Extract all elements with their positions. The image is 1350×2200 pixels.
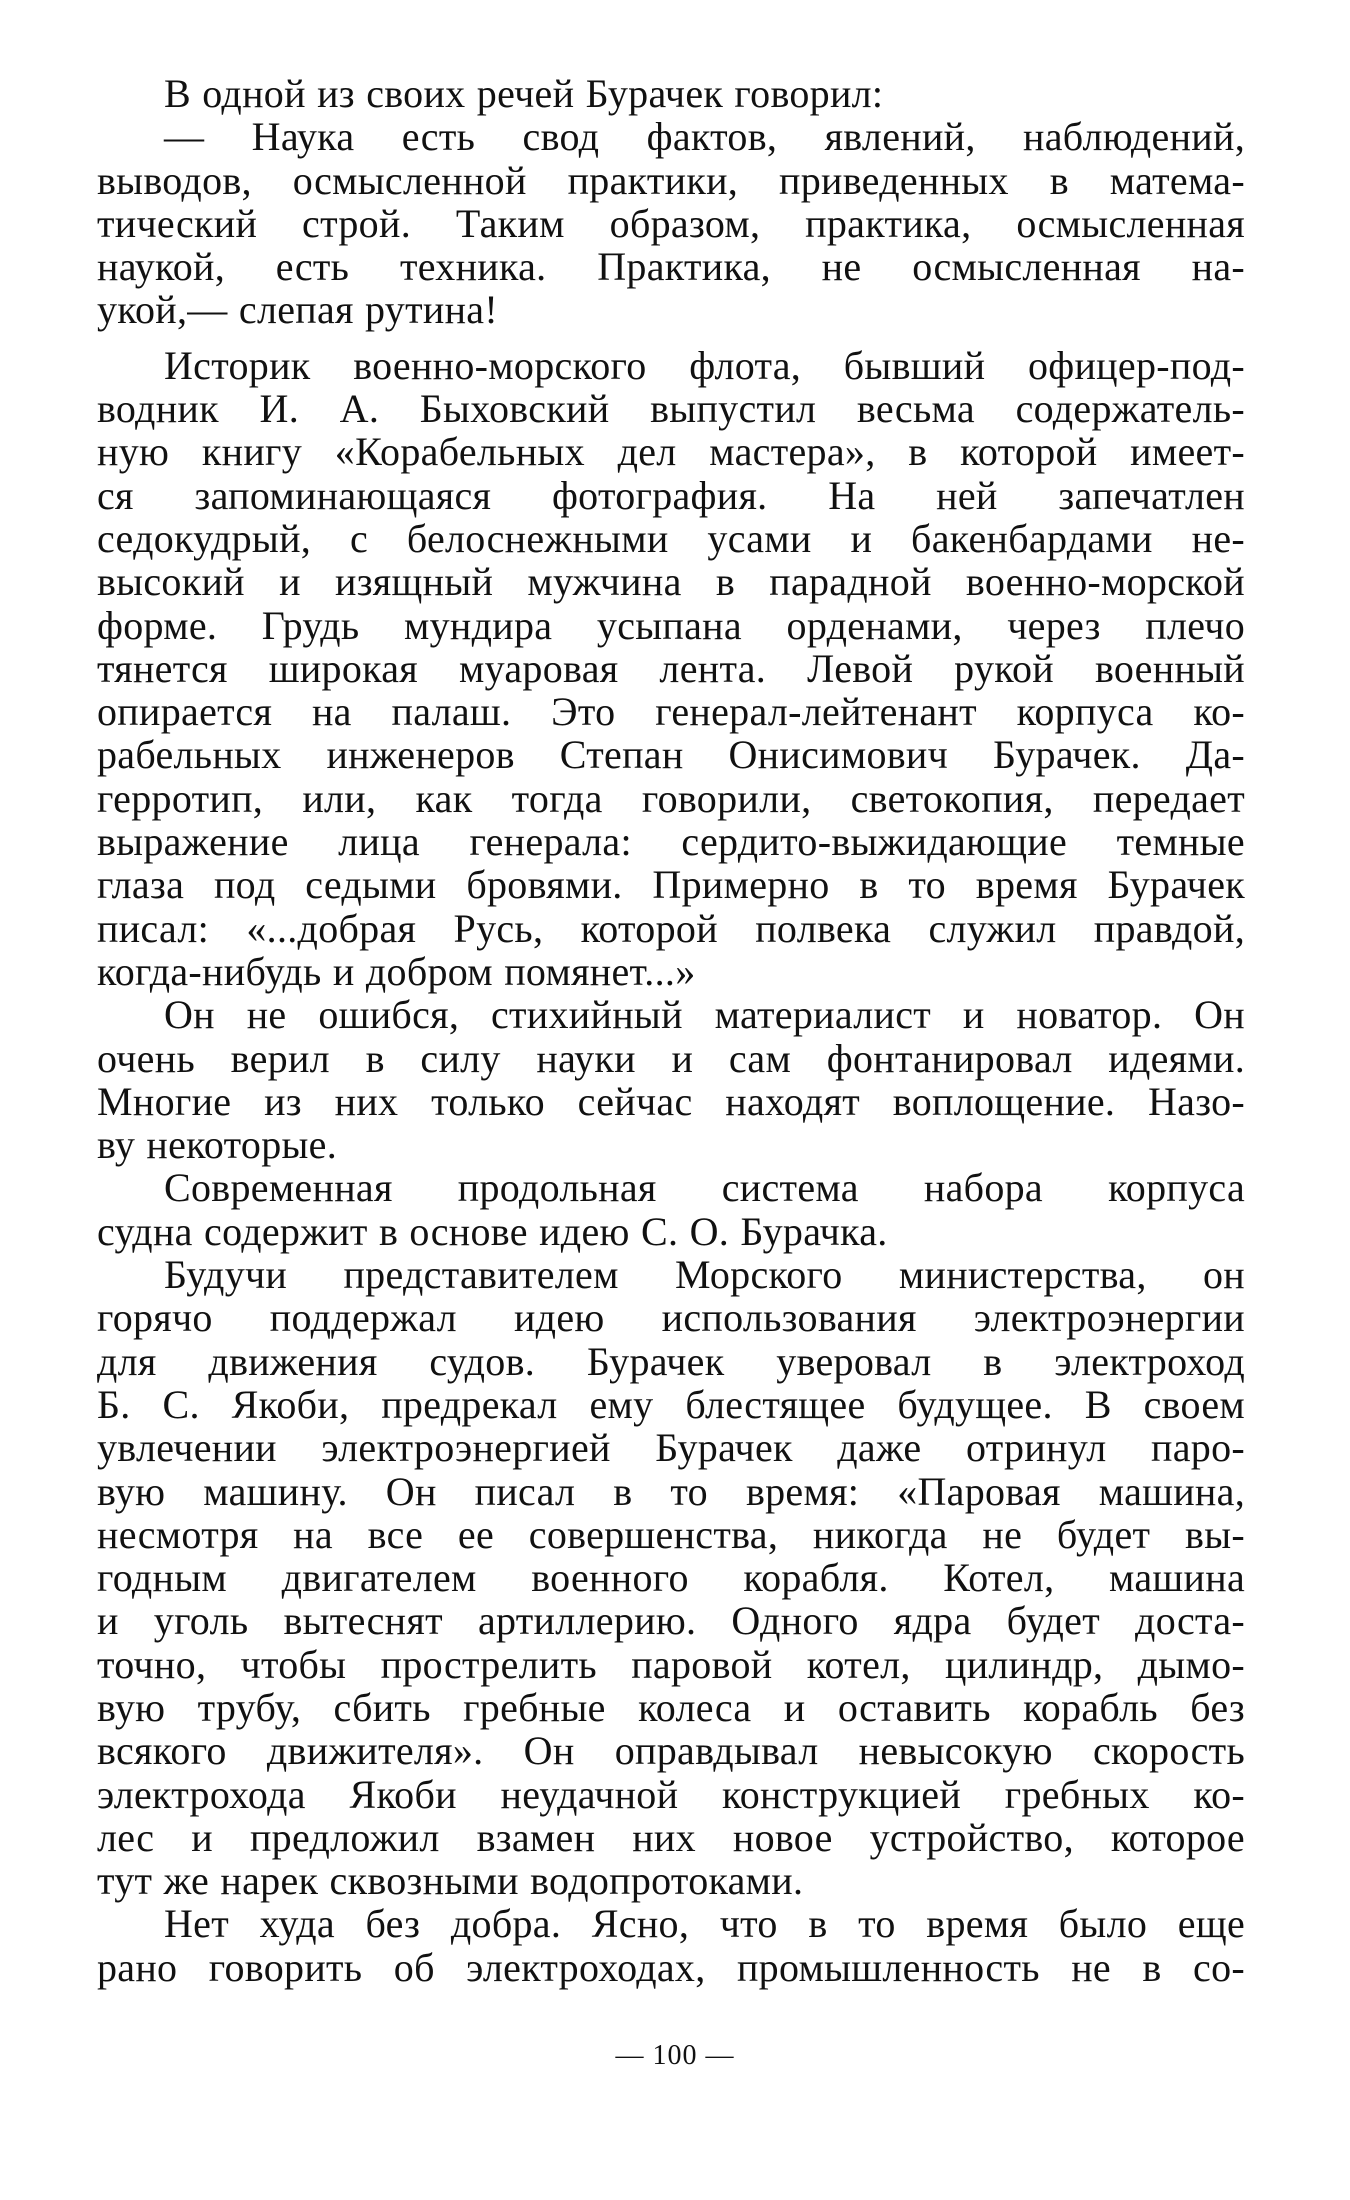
text-line: В одной из своих речей Бурачек говорил:: [164, 71, 884, 116]
text-line: несмотря на все ее совершенства, никогда не будет вы-: [97, 1511, 1245, 1557]
text-line: тут же нарек сквозными водопротоками.: [97, 1858, 804, 1904]
text-line: седокудрый, с белоснежными усами и бакенбардами не-: [97, 515, 1245, 561]
text-line: герротип, или, как тогда говорили, светокопия, передает: [97, 775, 1245, 821]
paragraph-innovator: [97, 993, 1245, 1166]
text-line: увлечении электроэнергией Бурачек даже отринул паро-: [97, 1425, 1245, 1471]
text-line: и уголь вытеснят артиллерию. Одного ядра будет доста-: [97, 1598, 1245, 1644]
text-line: для движения судов. Бурачек уверовал в электроход: [97, 1338, 1245, 1384]
text-line: опирается на палаш. Это генерал-лейтенант корпуса ко-: [97, 689, 1245, 735]
text-line: писал: «...добрая Русь, которой полвека служил правдой,: [97, 905, 1245, 951]
text-line: тический строй. Таким образом, практика, осмысленная: [97, 200, 1245, 246]
text-line: вую трубу, сбить гребные колеса и оставить корабль без: [97, 1684, 1245, 1730]
paragraph-photograph: [97, 344, 1245, 993]
text-line: укой,— слепая рутина!: [97, 287, 498, 333]
text-line: очень верил в силу науки и сам фонтанировал идеями.: [97, 1035, 1245, 1081]
text-line: Будучи представителем Морского министерства, он: [164, 1252, 1245, 1298]
page-number: — 100 —: [615, 2040, 735, 2071]
paragraph-quote-science: [97, 115, 1245, 331]
paragraph-hull-system: [97, 1166, 1245, 1253]
text-line: форме. Грудь мундира усыпана орденами, через плечо: [97, 602, 1245, 648]
text-line: точно, чтобы прострелить паровой котел, цилиндр, дымо-: [97, 1641, 1245, 1687]
text-line: наукой, есть техника. Практика, не осмысленная на-: [97, 244, 1245, 290]
text-line: — Наука есть свод фактов, явлений, наблюдений,: [164, 114, 1245, 160]
text-line: годным двигателем военного корабля. Котел, машина: [97, 1555, 1245, 1601]
text-line: водник И. А. Быховский выпустил весьма содержатель-: [97, 386, 1245, 432]
text-line: выводов, осмысленной практики, приведенных в матема-: [97, 157, 1245, 203]
text-line: всякого движителя». Он оправдывал невысокую скорость: [97, 1728, 1245, 1774]
text-line: вую машину. Он писал в то время: «Паровая машина,: [97, 1468, 1245, 1514]
text-line: Современная продольная система набора корпуса: [164, 1165, 1245, 1211]
text-line: Многие из них только сейчас находят воплощение. Назо-: [97, 1078, 1245, 1124]
text-line: лес и предложил взамен них новое устройство, которое: [97, 1814, 1245, 1860]
paragraph-intro: [97, 72, 1245, 115]
text-line: тянется широкая муаровая лента. Левой рукой военный: [97, 645, 1245, 691]
text-line: Он не ошибся, стихийный материалист и новатор. Он: [164, 992, 1245, 1038]
text-line: электрохода Якоби неудачной конструкцией гребных ко-: [97, 1771, 1245, 1817]
paragraph-electric-ship: [97, 1253, 1245, 1902]
text-line: глаза под седыми бровями. Примерно в то время Бурачек: [97, 862, 1245, 908]
paragraph-conclusion: [97, 1902, 1245, 1989]
text-line: ную книгу «Корабельных дел мастера», в которой имеет-: [97, 429, 1245, 475]
text-line: Историк военно-морского флота, бывший офицер-под-: [164, 342, 1245, 388]
text-line: рано говорить об электроходах, промышленность не в со-: [97, 1944, 1245, 1990]
text-line: выражение лица генерала: сердито-выжидающие темные: [97, 819, 1245, 865]
text-line: горячо поддержал идею использования электроэнергии: [97, 1295, 1245, 1341]
text-line: Нет худа без добра. Ясно, что в то время было еще: [164, 1901, 1245, 1947]
text-line: судна содержит в основе идею С. О. Бурачка.: [97, 1208, 888, 1254]
text-line: рабельных инженеров Степан Онисимович Бурачек. Да-: [97, 732, 1245, 778]
text-line: Б. С. Якоби, предрекал ему блестящее будущее. В своем: [97, 1381, 1245, 1427]
page-body: [97, 72, 1245, 1989]
text-line: ся запоминающаяся фотография. На ней запечатлен: [97, 472, 1245, 518]
text-line: высокий и изящный мужчина в парадной военно-морской: [97, 559, 1245, 605]
text-line: когда-нибудь и добром помянет...»: [97, 948, 696, 994]
text-line: ву некоторые.: [97, 1122, 338, 1168]
